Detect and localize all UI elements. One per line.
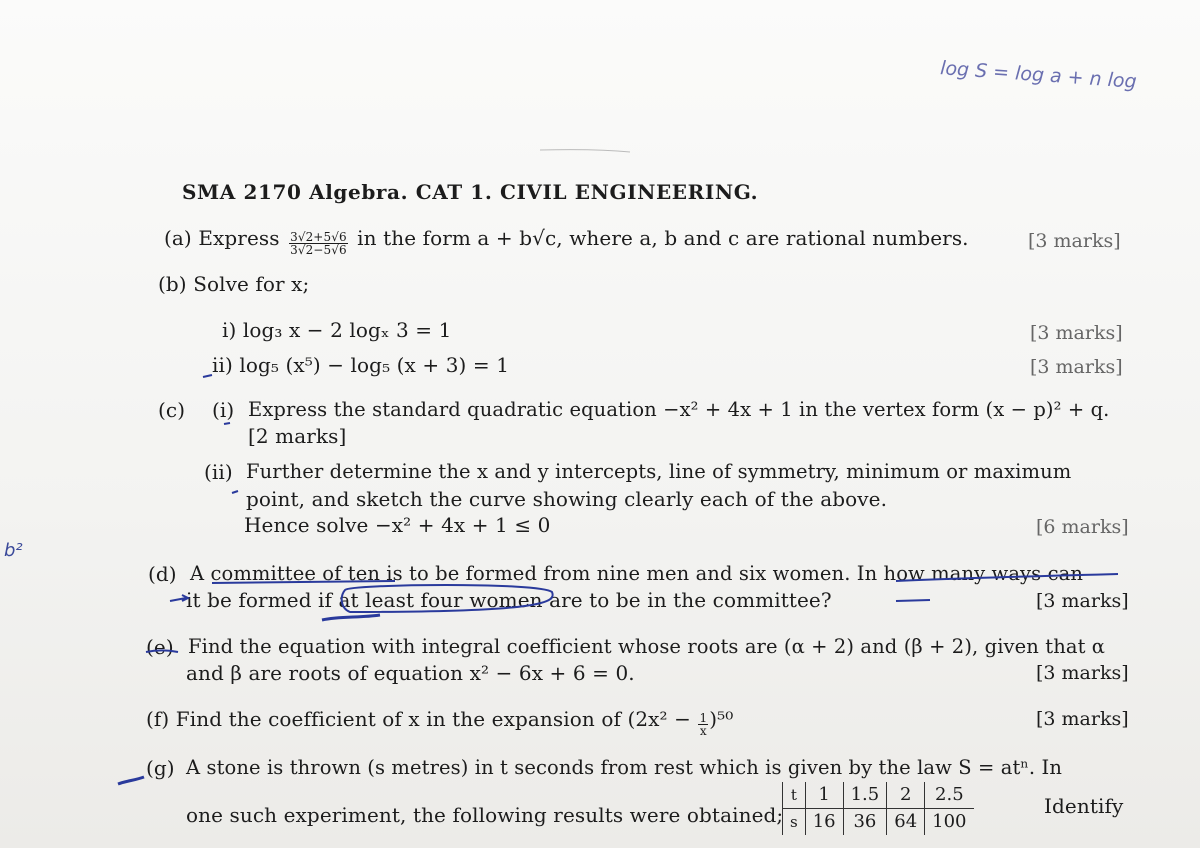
- question-f-text: Find the coefficient of x in the expansion of (2x² −: [175, 707, 698, 731]
- ink-mark-g: [118, 777, 144, 784]
- ink-top-line: [540, 150, 630, 152]
- fraction-numerator: 3√2+5√6: [290, 230, 347, 244]
- question-b-i-marks: [3 marks]: [1030, 322, 1123, 344]
- question-c-ii-line1: Further determine the x and y intercepts, line of symmetry, minimum or maximum: [246, 460, 1072, 483]
- page-title: SMA 2170 Algebra. CAT 1. CIVIL ENGINEERING.: [182, 180, 759, 204]
- fraction-denominator: 3√2−5√6: [290, 243, 347, 257]
- table-cell: t: [783, 782, 806, 809]
- question-c-ii-line3: Hence solve −x² + 4x + 1 ≤ 0: [244, 513, 551, 537]
- question-c-ii-line2: point, and sketch the curve showing clearly each of the above.: [246, 487, 888, 511]
- question-c-label: (c): [158, 398, 186, 422]
- fraction-numerator: 1: [699, 711, 708, 725]
- question-e-line2: and β are roots of equation x² − 6x + 6 = 0.: [186, 661, 635, 685]
- fraction-denominator: x: [699, 724, 707, 738]
- question-e-marks: [3 marks]: [1036, 662, 1129, 684]
- ink-mark-e: [146, 651, 178, 653]
- ink-scribble: [322, 615, 380, 620]
- question-a-label: (a): [164, 226, 192, 250]
- question-b-ii-marks: [3 marks]: [1030, 356, 1123, 378]
- ink-underline-committee: [212, 581, 395, 583]
- table-cell: 1: [805, 782, 843, 809]
- question-d-label: (d): [148, 562, 177, 586]
- ink-dash-i: [224, 423, 230, 424]
- question-e-line1: Find the equation with integral coefficient whose roots are (α + 2) and (β + 2), given that α: [188, 635, 1106, 658]
- question-a-marks: [3 marks]: [1028, 230, 1121, 252]
- question-e-label: (e): [146, 635, 174, 659]
- question-c-i-text: Express the standard quadratic equation −x² + 4x + 1 in the vertex form (x − p)² + q.: [248, 398, 1110, 421]
- question-g-line2: one such experiment, the following results were obtained;: [186, 803, 784, 827]
- question-f-marks: [3 marks]: [1036, 708, 1129, 730]
- handwritten-note: log S = log a + n log: [939, 57, 1138, 93]
- margin-note: b²: [4, 540, 23, 561]
- table-cell: 64: [887, 809, 925, 836]
- ink-circle-women: [342, 585, 553, 612]
- question-c-i-marks: [2 marks]: [248, 424, 347, 448]
- ink-dash-ii: [232, 491, 238, 493]
- ink-mark-b: [203, 375, 212, 377]
- table-cell: 2.5: [925, 782, 974, 809]
- ink-underline-ways: [896, 574, 1118, 581]
- question-a-suffix: in the form a + b√c, where a, b and c are rational numbers.: [357, 226, 969, 250]
- question-c-i-label: (i): [212, 398, 235, 422]
- question-c-ii-label: (ii): [204, 460, 233, 484]
- table-cell: 100: [925, 809, 974, 836]
- question-b-label: (b): [158, 272, 187, 296]
- question-g-after-table: Identify: [1044, 794, 1124, 818]
- table-cell: 16: [805, 809, 843, 836]
- question-b-text: Solve for x;: [193, 272, 310, 296]
- question-c-ii-marks: [6 marks]: [1036, 516, 1129, 538]
- question-g-label: (g): [146, 756, 175, 780]
- question-d-marks: [3 marks]: [1036, 590, 1129, 612]
- table-cell: 36: [843, 809, 887, 836]
- question-g-line1: A stone is thrown (s metres) in t seconds from rest which is given by the law S = atⁿ. In: [186, 756, 1062, 779]
- question-a-prefix: Express: [198, 226, 280, 250]
- question-f-label: (f): [146, 707, 170, 731]
- table-cell: 1.5: [843, 782, 887, 809]
- ink-arrow: [170, 595, 188, 601]
- question-f-tail: )⁵⁰: [709, 707, 734, 731]
- table-cell: 2: [887, 782, 925, 809]
- question-b-ii: ii) log₅ (x⁵) − log₅ (x + 3) = 1: [212, 353, 510, 377]
- ink-dash-d: [896, 600, 930, 601]
- table-cell: s: [783, 809, 806, 836]
- question-d-line1: A committee of ten is to be formed from nine men and six women. In how many ways can: [190, 562, 1083, 585]
- question-b-i: i) log₃ x − 2 logₓ 3 = 1: [222, 318, 452, 342]
- question-d-line2: it be formed if at least four women are to be in the committee?: [186, 588, 832, 612]
